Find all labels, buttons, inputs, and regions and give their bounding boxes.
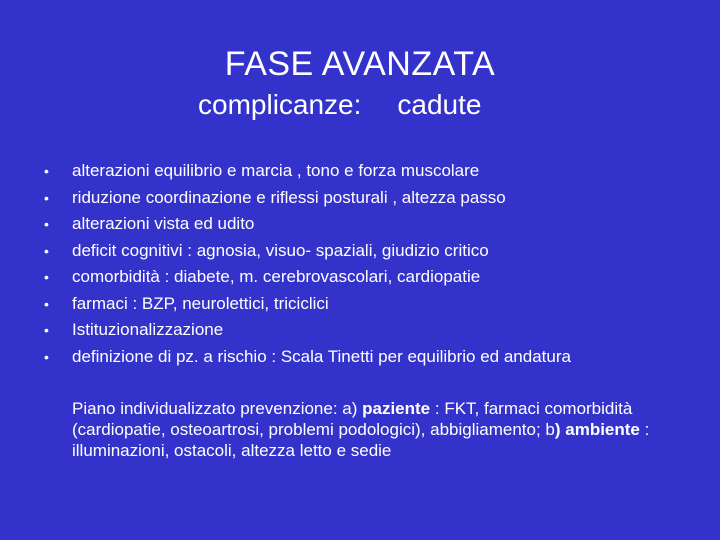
bullet-text: definizione di pz. a rischio : Scala Tinetti per equilibrio ed andatura — [72, 346, 571, 366]
plan-paziente-bold: paziente — [362, 399, 431, 418]
bullet-text: alterazioni equilibrio e marcia , tono e forza muscolare — [72, 161, 480, 180]
bullet-icon: • — [44, 216, 49, 232]
bullet-icon: • — [44, 295, 49, 312]
bullet-text: Istituzionalizzazione — [72, 320, 224, 339]
plan-text-intro: Piano individualizzato prevenzione: a) — [72, 399, 363, 418]
prevention-plan-paragraph — [72, 398, 692, 461]
bullet-text: farmaci : BZP, neurolettici, triciclici — [72, 293, 329, 313]
plan-text-end: : illuminazioni, ostacoli, altezza letto e sedie — [72, 420, 650, 460]
slide-title: FASE AVANZATA — [224, 45, 496, 83]
bullet-icon: • — [44, 269, 49, 285]
bullet-icon: • — [44, 189, 49, 206]
bullet-icon: • — [44, 242, 49, 259]
bullet-text: alterazioni vista ed udito — [72, 214, 255, 233]
bullet-text: riduzione coordinazione e riflessi posturali , altezza passo — [72, 187, 506, 207]
plan-text-middle: : FKT, farmaci comorbidità (cardiopatie, osteoartrosi, problemi podologici), abbigliamento; b — [72, 399, 633, 439]
plan-ambiente-bold: ) ambiente — [554, 420, 640, 439]
subtitle-complicanze: complicanze: — [198, 89, 362, 120]
slide-subtitle — [198, 88, 481, 122]
bullet-icon: • — [44, 163, 49, 179]
bullet-icon: • — [44, 322, 49, 338]
bullet-icon: • — [44, 348, 49, 365]
subtitle-cadute: cadute — [397, 89, 482, 120]
bullet-text: deficit cognitivi : agnosia, visuo- spaziali, giudizio critico — [72, 240, 489, 260]
bullet-text: comorbidità : diabete, m. cerebrovascolari, cardiopatie — [72, 267, 481, 286]
